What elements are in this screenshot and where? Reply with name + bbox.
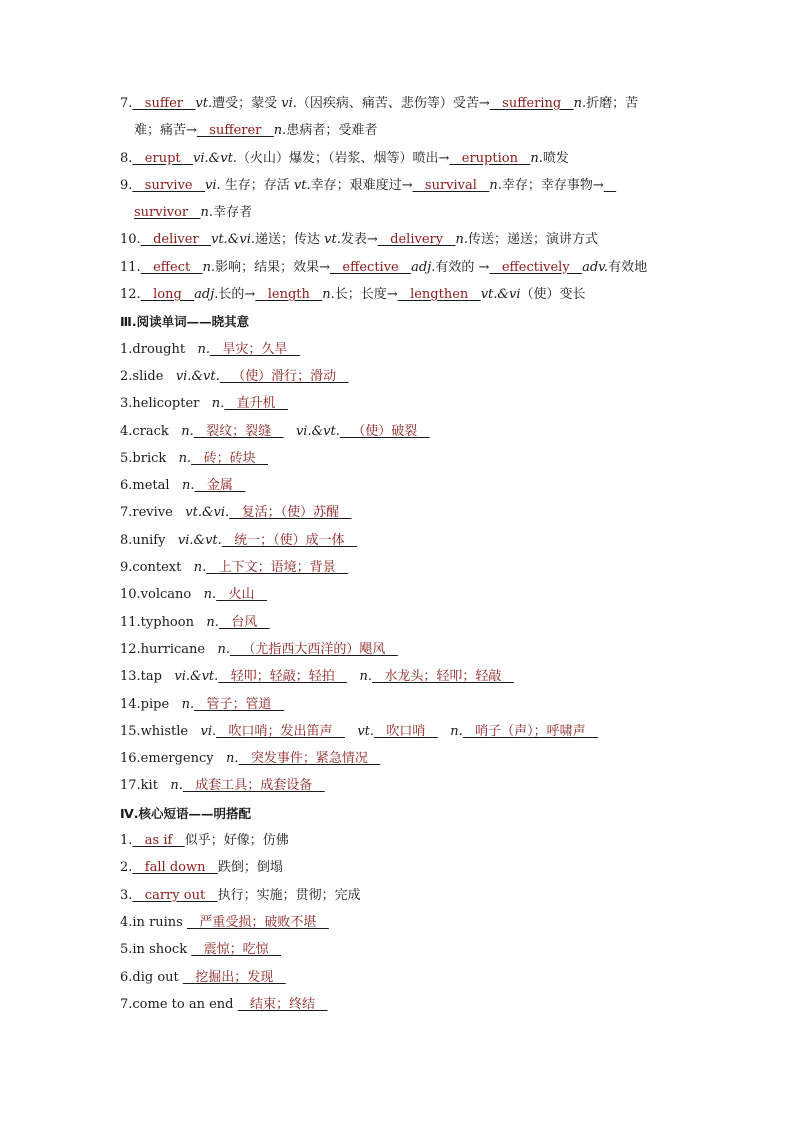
answer-blank: 砖；砖块 [191,450,268,466]
item-text: 3. [120,887,133,903]
section-heading-reading-words: Ⅲ.阅读单词——晓其意 [120,314,250,330]
item-text [345,724,357,739]
item-text: 幸存者 [213,205,253,221]
section-heading-core-phrases: Ⅳ.核心短语——明搭配 [120,805,251,821]
part-of-speech: n. [181,423,194,439]
item-text: 5.in shock [120,942,192,958]
answer-blank: sufferer [196,123,274,139]
phrase-item [120,827,660,854]
item-text: 生存；存活 [220,177,294,193]
answer-blank: 哨子（声）；呼啸声 [462,723,599,739]
part-of-speech: adj. [194,287,219,303]
part-of-speech: adj. [411,259,436,275]
item-text: 9. [120,177,133,193]
item-text: （火山）爆发；（岩浆、烟等）喷出→ [236,150,450,166]
reading-words-list [120,336,660,800]
answer-blank: 成套工具；成套设备 [182,778,325,794]
phrase-item [120,991,660,1018]
part-of-speech: n. [226,751,239,767]
item-text: 幸存；幸存事物→ [501,177,604,193]
answer-blank: 直升机 [224,396,289,412]
item-text: 1.drought [120,341,198,357]
part-of-speech: n. [197,341,210,357]
reading-word-item [120,363,660,390]
phrase-item [120,854,660,881]
answer-blank: fall down [132,860,218,876]
answer-blank: suffer [132,96,196,111]
part-of-speech: n. [273,123,287,139]
item-text: 11.typhoon [120,614,207,630]
reading-word-item [120,772,660,799]
answer-blank: suffering [489,96,574,111]
item-text: 患病者；受难者 [286,123,378,139]
item-text: 12.hurricane [120,641,218,657]
reading-word-item [120,554,660,581]
part-of-speech: vi.&vt. [174,669,219,685]
answer-blank: 火山 [216,587,267,603]
answer-blank [604,178,616,193]
part-of-speech: vi.&vt. [175,368,220,384]
vocab-line [120,281,660,308]
part-of-speech: n. [193,560,207,576]
answer-blank: 轻叩；轻敲；轻拍 [218,669,348,685]
item-text: 15.whistle [120,723,201,739]
item-text: 折磨；苦 [586,96,639,111]
phrase-item [120,882,660,909]
item-text: 喷发 [542,150,569,166]
part-of-speech: vi.&vt. [193,150,237,166]
item-text: 11. [120,259,141,275]
reading-word-item [120,609,660,636]
part-of-speech: n. [170,778,183,794]
item-text: 5.brick [120,450,179,466]
part-of-speech: n. [450,723,463,739]
phrase-item [120,936,660,963]
part-of-speech: vi. [205,177,221,193]
answer-blank: 严重受损；破败不堪 [187,914,329,930]
item-text: 12. [120,287,141,303]
part-of-speech: vt. [357,723,375,739]
part-of-speech: n. [489,177,502,193]
part-of-speech: n. [359,669,373,685]
reading-word-item [120,581,660,608]
part-of-speech: n. [530,150,543,166]
item-text: 10. [120,232,141,248]
part-of-speech: vt. [324,232,341,248]
item-text: 2.slide [120,368,176,384]
part-of-speech: vt.&vi. [211,232,255,248]
part-of-speech: vi. [281,96,297,111]
item-text: 9.context [120,560,194,576]
answer-blank: 裂纹；裂缝 [193,423,284,439]
item-text: 发表→ [340,232,378,248]
vocab-line [120,145,660,172]
answer-blank: effective [330,259,412,275]
reading-word-item [120,718,660,745]
item-text: 似乎；好像；仿佛 [184,833,289,849]
vocab-line [120,226,660,253]
item-text: 1. [120,833,133,849]
item-text: 影响；结果；效果→ [215,259,331,275]
item-text: 遭受；蒙受 [212,96,282,111]
item-text: 10.volcano [120,587,204,603]
phrase-item [120,909,660,936]
item-text: 6.metal [120,478,182,494]
answer-blank: 吹口哨；发出笛声 [216,723,345,739]
vocab-line [120,90,660,117]
answer-blank: effectively [489,259,583,275]
answer-blank: eruption [449,150,531,166]
answer-blank: （尤指西大西洋的）飓风 [230,641,398,657]
part-of-speech: n. [200,205,214,221]
reading-word-item [120,418,660,445]
item-text [284,424,296,439]
part-of-speech: vt. [293,177,311,193]
item-text: 7.revive [120,505,186,521]
answer-blank: （使）破裂 [339,423,430,439]
item-text: 传送；递送；演讲方式 [468,232,599,248]
answer-blank: 管子；管道 [194,696,284,712]
item-text: （因疾病、痛苦、悲伤等）受苦→ [296,96,490,111]
reading-word-item [120,390,660,417]
part-of-speech: n. [202,259,216,275]
item-text: 8.unify [120,532,178,548]
item-text: 长的→ [218,287,256,303]
item-text: 幸存；艰难度过→ [310,177,413,193]
part-of-speech: vt.&vi [480,287,521,303]
answer-blank: deliver [140,232,212,248]
vocab-line [120,254,660,281]
item-text: 难；痛苦→ [134,123,197,139]
item-text: 6.dig out [120,969,183,985]
item-text: 3.helicopter [120,396,212,412]
reading-word-item [120,527,660,554]
part-of-speech: n. [455,232,468,248]
item-text: 2. [120,860,133,876]
answer-blank: survival [412,177,490,193]
item-text: 有效地 [608,259,648,275]
reading-word-item [120,663,660,690]
answer-blank: （使）滑行；滑动 [219,368,349,384]
part-of-speech: n. [181,696,195,712]
part-of-speech: vi.&vt. [177,532,222,548]
part-of-speech: n. [322,287,335,303]
item-text: 4.in ruins [120,914,187,930]
part-of-speech: n. [181,478,195,494]
item-text: 有效的 → [435,259,490,275]
worksheet [120,90,660,1018]
reading-word-item [120,472,660,499]
part-of-speech: vi.&vt. [295,423,340,439]
item-text: 7. [120,96,133,111]
core-phrases-list [120,827,660,1018]
answer-blank: 震惊；吃惊 [191,942,282,958]
reading-word-item [120,499,660,526]
answer-blank: 台风 [218,614,270,630]
reading-word-item [120,636,660,663]
reading-word-item [120,691,660,718]
part-of-speech: n. [211,396,225,412]
answer-blank: 吹口哨 [374,723,438,739]
item-text: 16.emergency [120,751,227,767]
part-of-speech: n. [178,450,192,466]
item-text: 长；长度→ [334,287,398,303]
part-of-speech: n. [203,587,217,603]
word-formation-list [120,90,660,308]
reading-word-item [120,336,660,363]
answer-blank: carry out [132,887,218,903]
vocab-line-continuation [120,117,660,144]
answer-blank: effect [140,259,203,275]
item-text: 7.come to an end [120,996,238,1012]
item-text [347,669,359,684]
reading-word-item [120,445,660,472]
answer-blank: survive [132,177,205,193]
part-of-speech: n. [217,641,231,657]
answer-blank: survivor [134,205,201,221]
answer-blank: long [140,287,195,303]
phrase-item [120,964,660,991]
item-text: 14.pipe [120,696,182,712]
answer-blank: delivery [377,232,456,248]
answer-blank: 上下文；语境；背景 [206,560,349,576]
item-text: 递送；传达 [255,232,325,248]
part-of-speech: vi. [200,723,217,739]
vocab-line [120,172,660,199]
item-text: 跌倒；倒塌 [217,860,283,876]
answer-blank: lengthen [397,287,481,303]
answer-blank: 旱灾；久旱 [209,341,300,357]
item-text: 17.kit [120,778,171,794]
answer-blank: length [255,287,323,303]
item-text: （使）变长 [520,287,586,303]
part-of-speech: vt. [195,96,213,111]
item-text: 4.crack [120,423,182,439]
answer-blank: 水龙头；轻叩；轻敲 [372,669,514,685]
reading-word-item [120,745,660,772]
item-text: 13.tap [120,669,175,685]
answer-blank: 复活；（使）苏醒 [229,505,352,521]
answer-blank: 金属 [194,478,246,494]
item-text: 执行；实施；贯彻；完成 [217,887,361,903]
part-of-speech: n. [573,96,587,111]
answer-blank: 挖掘出；发现 [182,969,286,985]
item-text: 8. [120,150,133,166]
answer-blank: 突发事件；紧急情况 [238,751,381,767]
answer-blank: as if [132,833,185,849]
answer-blank: 结束；终结 [237,996,328,1012]
part-of-speech: n. [206,614,219,630]
part-of-speech: adv. [582,259,609,275]
answer-blank: 统一；（使）成一体 [221,532,358,548]
part-of-speech: vt.&vi. [185,505,230,521]
item-text [438,724,450,739]
answer-blank: erupt [132,150,194,166]
vocab-line-continuation [120,199,660,226]
